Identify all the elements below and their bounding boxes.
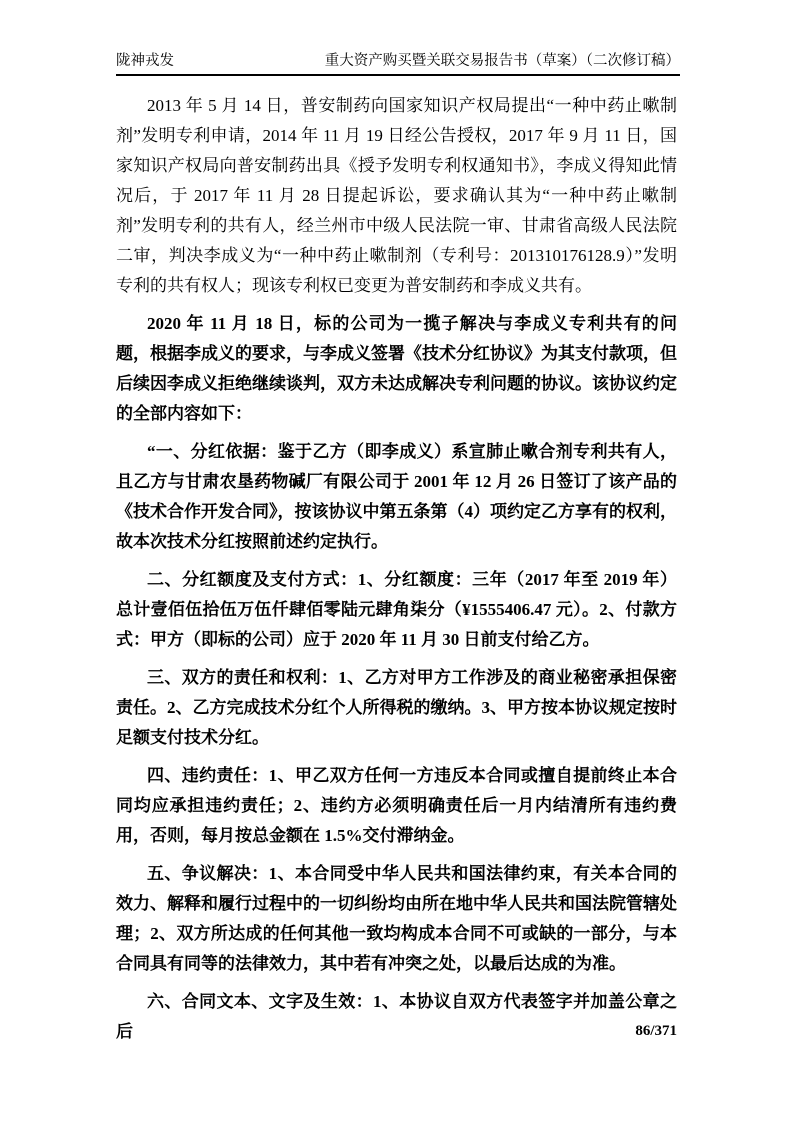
paragraph: 三、双方的责任和权利：1、乙方对甲方工作涉及的商业秘密承担保密责任。2、乙方完成技术分红个人所得税的缴纳。3、甲方按本协议规定按时足额支付技术分红。: [116, 668, 677, 747]
page-footer: [635, 1023, 677, 1040]
paragraph: 二、分红额度及支付方式：1、分红额度：三年（2017 年至 2019 年）总计壹佰伍拾伍万伍仟肆佰零陆元肆角柒分（¥1555406.47 元）。2、付款方式：甲方（即标的公司）应于 2020 年 11 月 30 日前支付给乙方。: [116, 570, 677, 649]
page-header: [116, 52, 680, 76]
header-company-name: 陇神戎发: [116, 53, 174, 69]
document-body: [116, 91, 677, 1055]
paragraph: 四、违约责任：1、甲乙双方任何一方违反本合同或擅自提前终止本合同均应承担违约责任；2、违约方必须明确责任后一月内结清所有违约费用，否则，每月按总金额在 1.5%交付滞纳金。: [116, 766, 677, 845]
paragraph: 六、合同文本、文字及生效：1、本协议自双方代表签字并加盖公章之后: [116, 992, 677, 1041]
paragraph: 五、争议解决：1、本合同受中华人民共和国法律约束，有关本合同的效力、解释和履行过程中的一切纠纷均由所在地中华人民共和国法院管辖处理；2、双方所达成的任何其他一致均构成本合同不可或缺的一部分，与本合同具有同等的法律效力，其中若有冲突之处，以最后达成的为准。: [116, 864, 677, 973]
header-report-title: 重大资产购买暨关联交易报告书（草案）（二次修订稿）: [324, 53, 680, 69]
paragraph: 2013 年 5 月 14 日，普安制药向国家知识产权局提出“一种中药止嗽制剂”发明专利申请，2014 年 11 月 19 日经公告授权，2017 年 9 月 11 日，国家知识产权局向普安制药出具《授予发明专利权通知书》，李成义得知此情况后，于 2017 年 11 月 28 日提起诉讼，要求确认其为“一种中药止嗽制剂”发明专利的共有人，经兰州市中级人民法院一审、甘肃省高级人民法院二审，判决李成义为“一种中药止嗽制剂（专利号：201310176128.9）”发明专利的共有权人；现该专利权已变更为普安制药和李成义共有。: [116, 96, 677, 295]
paragraph: “一、分红依据：鉴于乙方（即李成义）系宣肺止嗽合剂专利共有人，且乙方与甘肃农垦药物碱厂有限公司于 2001 年 12 月 26 日签订了该产品的《技术合作开发合同》，按该协议中第五条第（4）项约定乙方享有的权利，故本次技术分红按照前述约定执行。: [116, 442, 677, 551]
paragraph: 2020 年 11 月 18 日，标的公司为一揽子解决与李成义专利共有的问题，根据李成义的要求，与李成义签署《技术分红协议》为其支付款项，但后续因李成义拒绝继续谈判，双方未达成解决专利问题的协议。该协议约定的全部内容如下：: [116, 314, 677, 423]
page-number: 86/371: [635, 1023, 677, 1039]
